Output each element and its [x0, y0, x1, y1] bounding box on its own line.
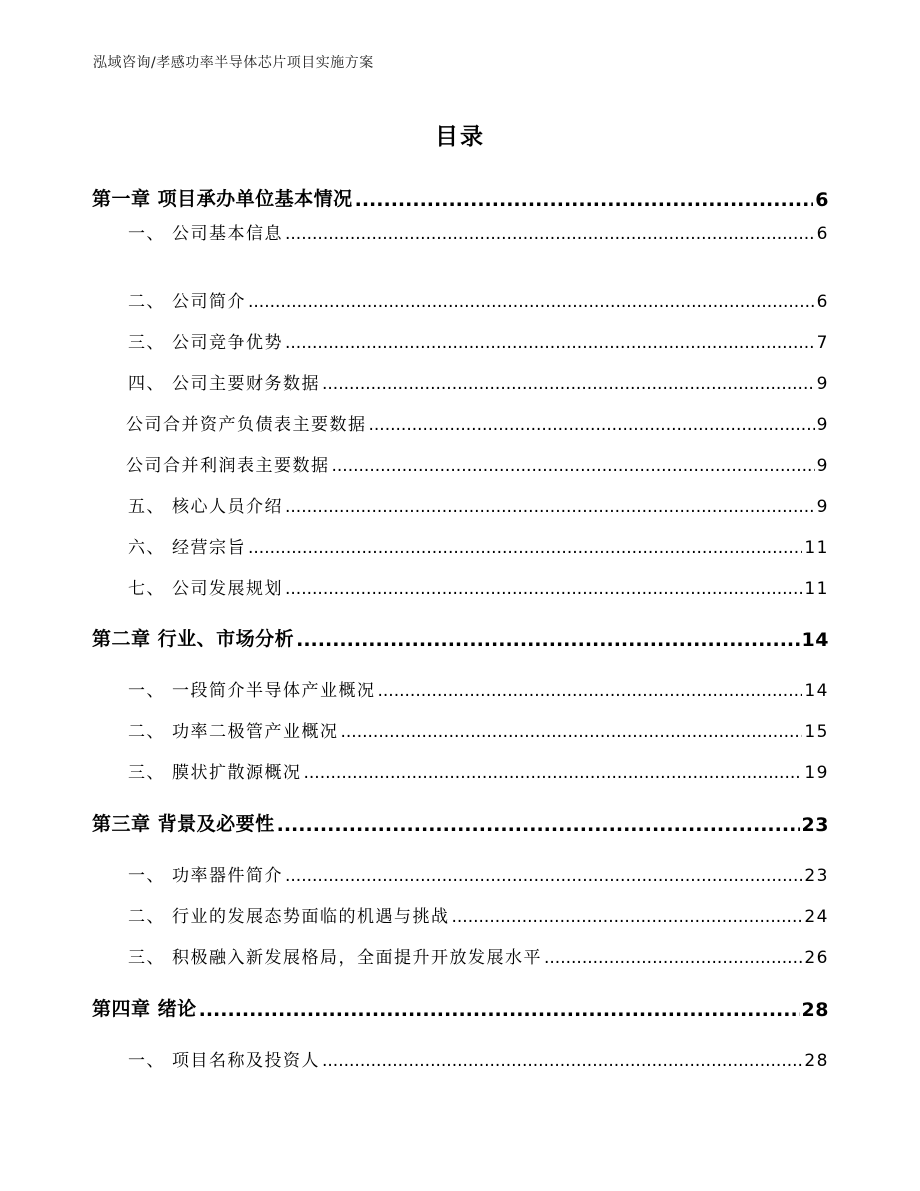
toc-section-3-1[interactable]	[128, 861, 829, 886]
toc-entry-label: 五、 核心人员介绍	[128, 497, 283, 517]
running-header: 泓域咨询/孝感功率半导体芯片项目实施方案	[93, 55, 374, 71]
toc-entry-label: 二、 行业的发展态势面临的机遇与挑战	[128, 907, 450, 927]
toc-entry-label: 三、 膜状扩散源概况	[128, 763, 302, 783]
toc-section-2-1[interactable]	[128, 676, 829, 701]
toc-page-number: 9	[816, 456, 829, 476]
toc-page-number: 14	[801, 629, 829, 651]
toc-subsection-income-statement[interactable]	[126, 451, 829, 476]
toc-page-number: 24	[804, 907, 829, 927]
toc-entry-label: 六、 经营宗旨	[128, 538, 246, 558]
toc-entry-label: 一、 功率器件简介	[128, 866, 283, 886]
toc-page-number: 9	[816, 415, 829, 435]
toc-page-number: 6	[816, 224, 829, 244]
toc-entry-label: 一、 项目名称及投资人	[128, 1051, 320, 1071]
toc-chapter-2[interactable]	[92, 624, 829, 651]
toc-page-number: 19	[804, 763, 829, 783]
toc-leader-dots	[355, 192, 814, 211]
toc-leader-dots	[285, 582, 802, 599]
toc-entry-label: 公司合并资产负债表主要数据	[126, 415, 367, 435]
toc-section-3-2[interactable]	[128, 902, 829, 927]
toc-leader-dots	[304, 766, 803, 783]
toc-leader-dots	[378, 684, 803, 701]
toc-chapter-4[interactable]	[92, 994, 829, 1021]
toc-leader-dots	[277, 817, 800, 836]
toc-leader-dots	[285, 869, 802, 886]
toc-page-number: 15	[804, 722, 829, 742]
toc-page-number: 9	[816, 497, 829, 517]
toc-entry-label: 三、 积极融入新发展格局，全面提升开放发展水平	[128, 948, 542, 968]
toc-entry-label: 七、 公司发展规划	[128, 579, 283, 599]
toc-section-2-3[interactable]	[128, 758, 829, 783]
page-title: 目录	[435, 124, 485, 150]
toc-entry-label: 第四章 绪论	[92, 998, 197, 1020]
toc-leader-dots	[199, 1002, 800, 1021]
toc-section-2-2[interactable]	[128, 717, 829, 742]
toc-section-4-1[interactable]	[128, 1046, 829, 1071]
toc-entry-label: 一、 一段简介半导体产业概况	[128, 681, 376, 701]
toc-entry-label: 一、 公司基本信息	[128, 224, 283, 244]
toc-entry-label: 二、 功率二极管产业概况	[128, 722, 339, 742]
toc-leader-dots	[248, 541, 802, 558]
toc-page-number: 28	[801, 999, 829, 1021]
toc-leader-dots	[285, 227, 815, 244]
toc-entry-label: 第一章 项目承办单位基本情况	[92, 188, 353, 210]
toc-entry-label: 三、 公司竞争优势	[128, 333, 283, 353]
toc-page-number: 23	[801, 814, 829, 836]
toc-section-1-2[interactable]	[128, 287, 829, 312]
toc-page-number: 11	[804, 579, 829, 599]
toc-subsection-balance-sheet[interactable]	[126, 410, 829, 435]
toc-section-1-3[interactable]	[128, 328, 829, 353]
toc-leader-dots	[544, 951, 802, 968]
toc-section-3-3[interactable]	[128, 943, 829, 968]
toc-leader-dots	[322, 1054, 802, 1071]
toc-page-number: 9	[816, 374, 829, 394]
toc-page-number: 11	[804, 538, 829, 558]
toc-chapter-1[interactable]	[92, 184, 829, 211]
toc-section-1-6[interactable]	[128, 533, 829, 558]
toc-leader-dots	[285, 500, 815, 517]
toc-section-1-7[interactable]	[128, 574, 829, 599]
toc-leader-dots	[248, 295, 815, 312]
toc-entry-label: 公司合并利润表主要数据	[126, 456, 330, 476]
toc-page-number: 26	[804, 948, 829, 968]
toc-leader-dots	[341, 725, 803, 742]
toc-page-number: 6	[815, 189, 829, 211]
toc-leader-dots	[332, 459, 815, 476]
toc-entry-label: 第二章 行业、市场分析	[92, 628, 295, 650]
toc-section-1-1[interactable]	[128, 219, 829, 244]
toc-leader-dots	[369, 418, 815, 435]
toc-page-number: 7	[816, 333, 829, 353]
toc-section-1-4[interactable]	[128, 369, 829, 394]
toc-section-1-5[interactable]	[128, 492, 829, 517]
toc-page-number: 23	[804, 866, 829, 886]
toc-leader-dots	[296, 632, 799, 651]
toc-entry-label: 二、 公司简介	[128, 292, 246, 312]
toc-page-number: 6	[816, 292, 829, 312]
toc-page-number: 14	[804, 681, 829, 701]
toc-page-number: 28	[804, 1051, 829, 1071]
toc-chapter-3[interactable]	[92, 809, 829, 836]
toc-leader-dots	[452, 910, 803, 927]
toc-leader-dots	[322, 377, 815, 394]
toc-entry-label: 四、 公司主要财务数据	[128, 374, 320, 394]
toc-leader-dots	[285, 336, 815, 353]
toc-entry-label: 第三章 背景及必要性	[92, 813, 275, 835]
